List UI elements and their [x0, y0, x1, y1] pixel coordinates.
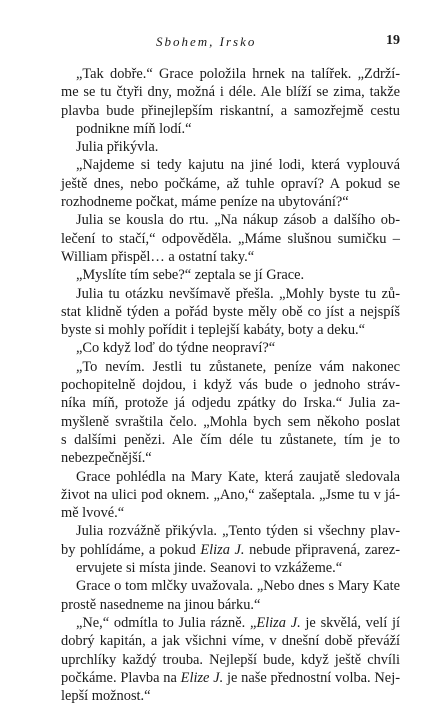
text-line: Julia se kousla do rtu. „Na nákup zásob a dalšího ob-: [76, 212, 400, 229]
text-line: by pohlídáme, a pokud Eliza J. nebude připravená, zarez-: [61, 541, 400, 558]
text-line: pochopitelně dojdou, i když vás bude o jednoho stráv-: [61, 377, 400, 394]
italic-ship-name: Elize J.: [180, 669, 224, 686]
text-line: Grace o tom mlčky uvažovala. „Nebo dnes s Mary Kate: [76, 578, 400, 595]
text-line: „Myslíte tím sebe?“ zeptala se jí Grace.: [76, 267, 305, 284]
text-line: ještě dnes, nebo počkáme, až tuhle opraví? A pokud se: [61, 175, 400, 192]
text-line: podnikne míň lodí.“: [76, 120, 192, 137]
text-line: Julia rozvážně přikývla. „Tento týden si všechny plav-: [76, 523, 400, 540]
text-line: „Co když loď do týdne neopraví?“: [76, 340, 276, 357]
italic-ship-name: Eliza J.: [200, 541, 245, 558]
text-line: myšleně svraštila čelo. „Mohla bych sem někoho poslat: [61, 413, 400, 430]
text-line: nebezpečnější.“: [61, 450, 152, 467]
text-line: „Najdeme si tedy kajutu na jiné lodi, která vyplouvá: [76, 157, 400, 174]
text-line: rozhodneme počkat, máme peníze na ubytování?“: [61, 194, 349, 211]
text-line: me se tu čtyři dny, možná i déle. Ale blíží se zima, takže: [61, 84, 400, 101]
text-line: mě lvové.“: [61, 505, 125, 522]
text-line: uprchlíky každý trouba. Nejlepší bude, když ještě chvíli: [61, 651, 400, 668]
text-line: „Tak dobře.“ Grace položila hrnek na talířek. „Zdrží-: [76, 66, 400, 82]
text-line: William přispěl… a ostatní taky.“: [61, 248, 255, 265]
text-line: byste si mohly pořídit i teplejší kabáty, boty a deku.“: [61, 322, 366, 339]
text-line: stat klidně týden a pořád byste měly obě co jíst a nejspíš: [61, 303, 400, 320]
text-line: život na ulici pod oknem. „Ano,“ zašeptala. „Jsme tu v já-: [61, 486, 400, 503]
running-title: Sbohem, Irsko: [156, 34, 257, 49]
text-line: „Ne,“ odmítla to Julia rázně. „Eliza J. je skvělá, velí jí: [76, 614, 400, 631]
text-line: Julia přikývla.: [76, 139, 159, 156]
text-line: níka míň, protože já odjedu zpátky do Irska.“ Julia za-: [61, 395, 400, 412]
text-line: lečení to stačí,“ odpověděla. „Máme slušnou sumičku –: [61, 230, 400, 247]
text-line: lepší možnost.“: [61, 688, 151, 705]
text-line: prostě nasedneme na jinou bárku.“: [61, 596, 261, 613]
text-line: Grace pohlédla na Mary Kate, která zaujatě sledovala: [76, 468, 400, 485]
text-line: počkáme. Plavba na Elize J. je naše přednostní volba. Nej-: [61, 669, 400, 686]
body-text: [61, 65, 400, 705]
text-line: ervujete si místa jinde. Seanovi to vzkážeme.“: [76, 560, 343, 577]
running-head: [60, 34, 400, 50]
italic-ship-name: Eliza J.: [256, 614, 301, 631]
page-number: 19: [386, 33, 400, 48]
text-line: plavba bude přinejlepším riskantní, a samozřejmě cestu: [61, 102, 400, 119]
text-line: „To nevím. Jestli tu zůstanete, peníze vám nakonec: [76, 358, 400, 375]
text-line: dobrý kapitán, a jak všichni víme, v dnešní době převáží: [61, 633, 400, 650]
text-line: s dalšími penězi. Ale čím déle tu zůstanete, tím je to: [61, 431, 400, 448]
text-line: Julia tu otázku nevšímavě přešla. „Mohly byste tu zů-: [76, 285, 400, 302]
